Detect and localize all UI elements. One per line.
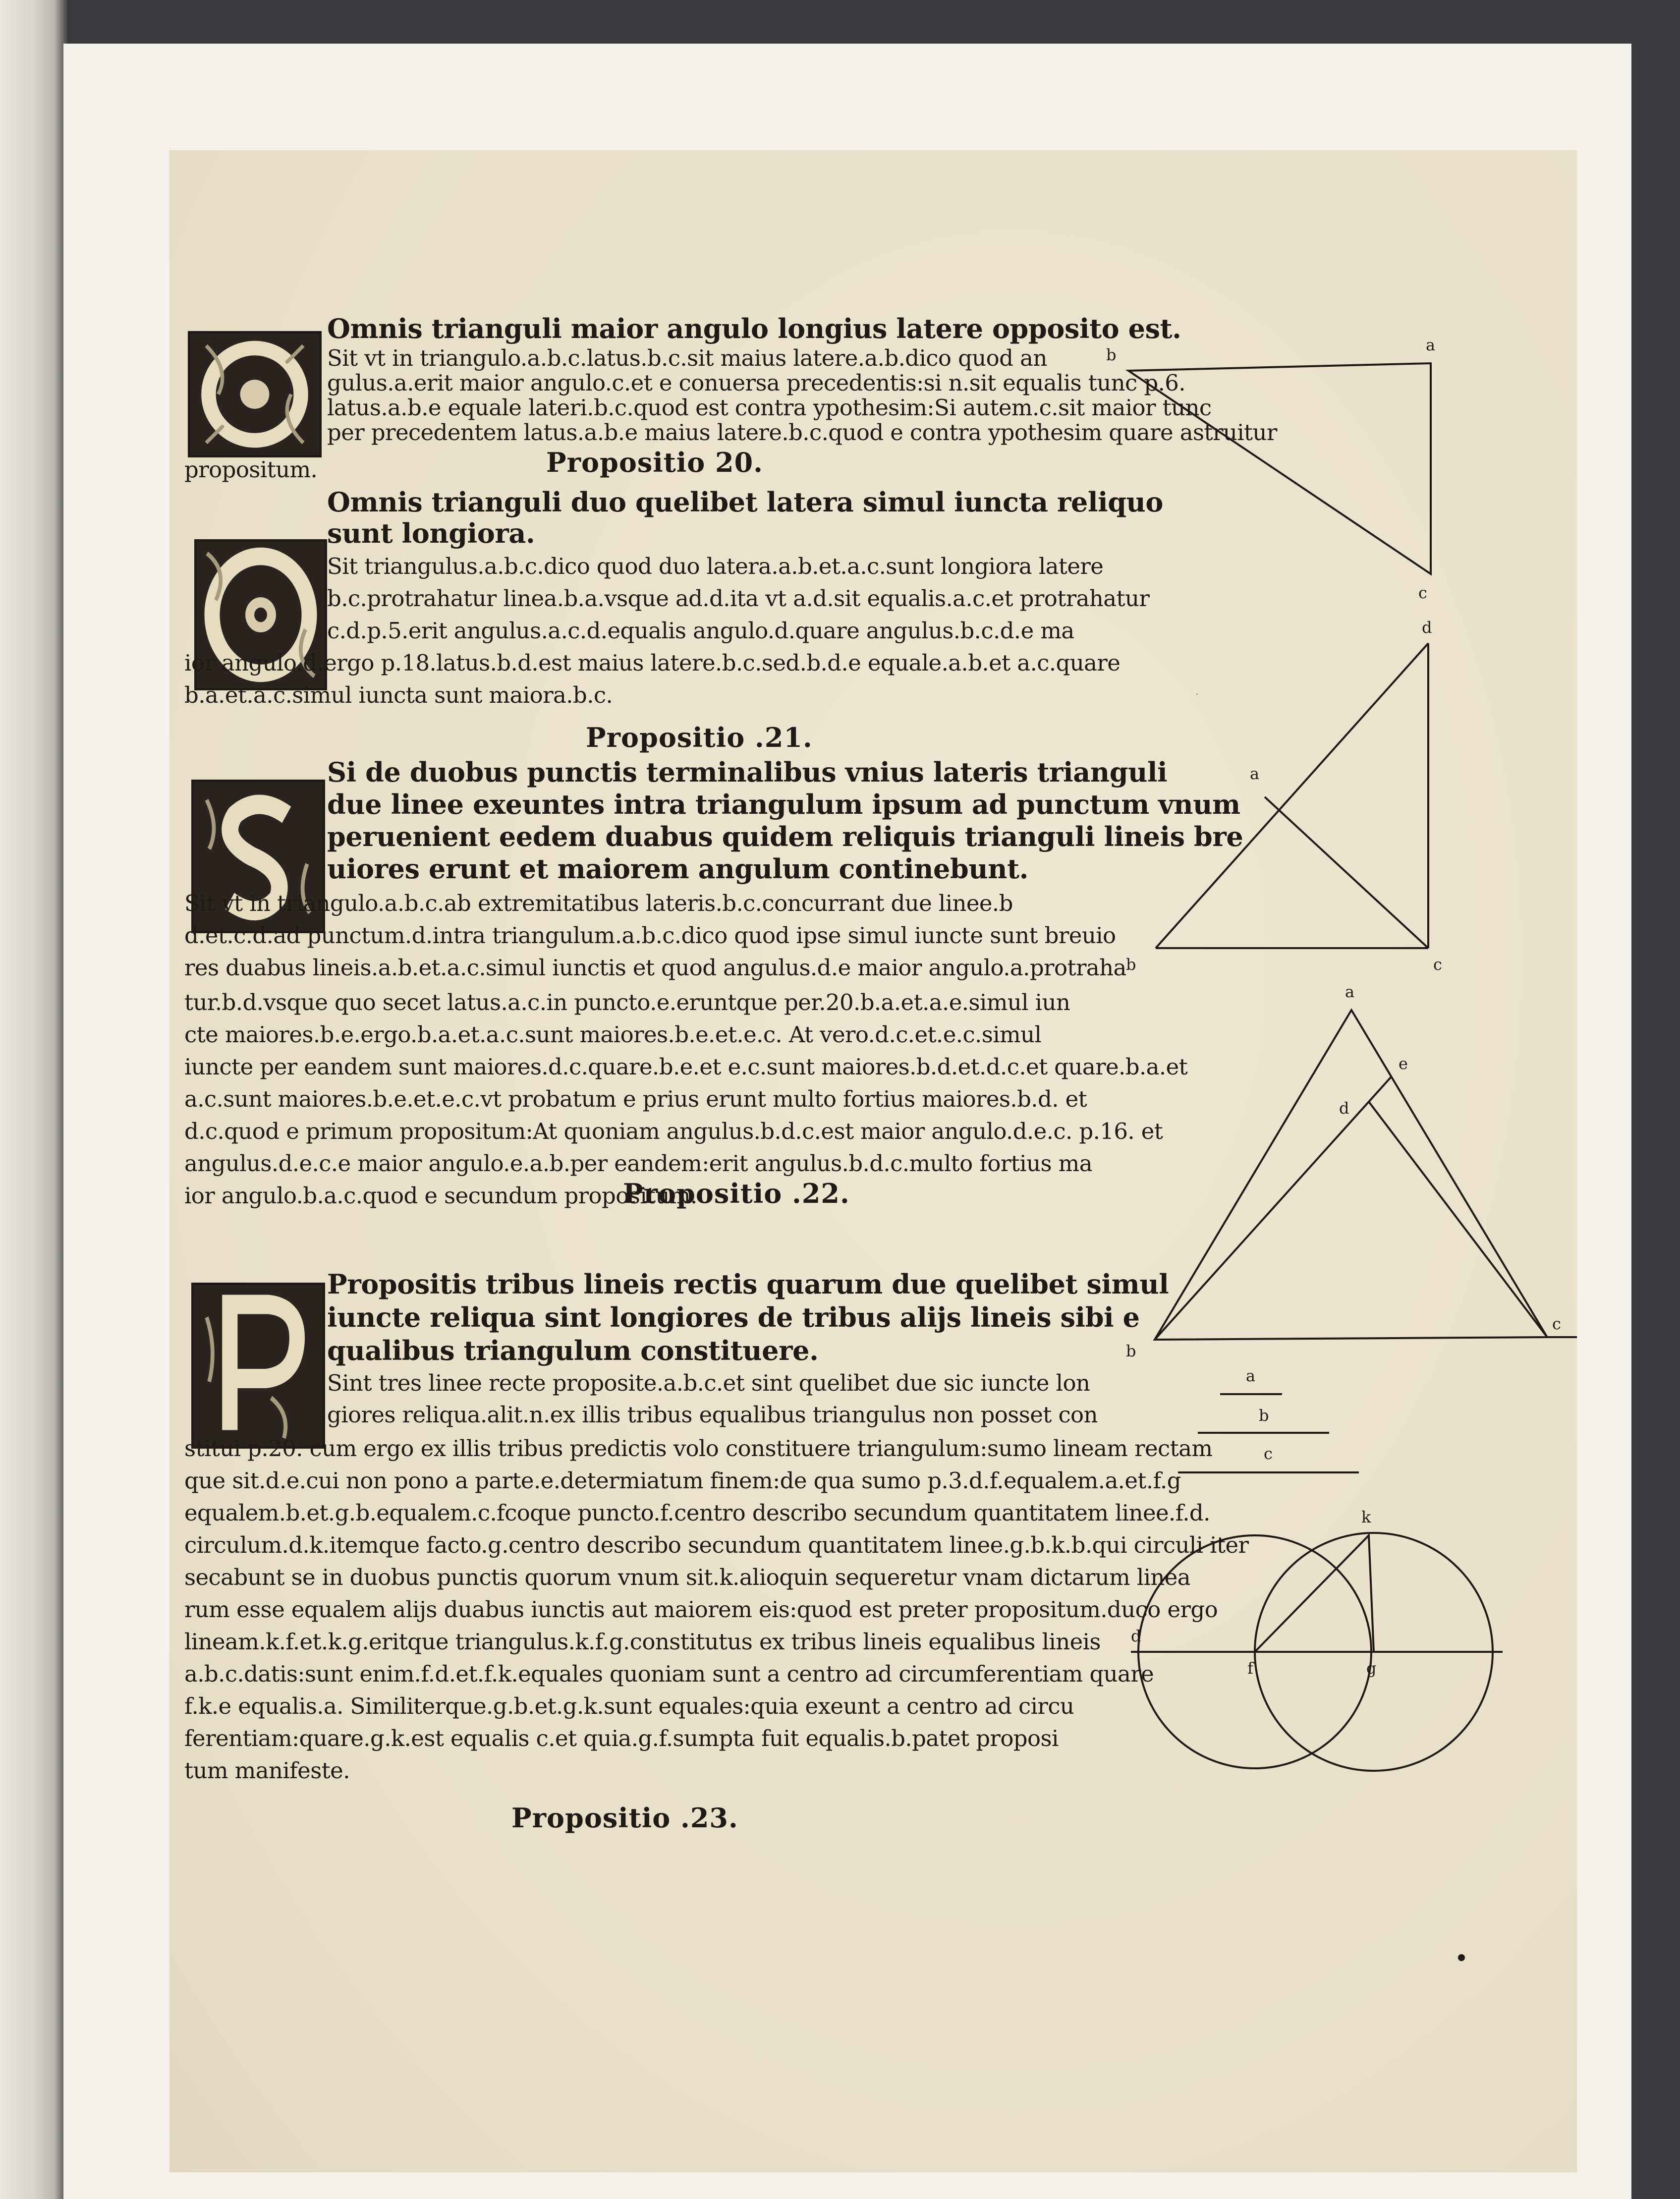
text-line: secabunt se in duobus punctis quorum vnum sit.k.alioquin sequeretur vnam dictarum linea: [184, 1564, 1191, 1590]
fig19-label-c: c: [1418, 583, 1427, 602]
text-line: Sit triangulus.a.b.c.dico quod duo latera.a.b.et.a.c.sunt longiora latere: [327, 553, 1104, 579]
mount-page: [63, 44, 1631, 2199]
proposition-heading: Propositio .22.: [623, 1178, 850, 1209]
text-line: due linee exeuntes intra triangulum ipsum ad punctum vnum: [327, 789, 1240, 820]
fig20-label-a: a: [1250, 764, 1260, 783]
text-line: Omnis trianguli maior angulo longius latere opposito est.: [327, 313, 1181, 344]
text-line: b.a.et.a.c.simul iuncta sunt maiora.b.c.: [184, 682, 613, 708]
text-line: Propositis tribus lineis rectis quarum due quelibet simul: [327, 1268, 1169, 1300]
text-line: circulum.d.k.itemque facto.g.centro describo secundum quantitatem linee.g.b.k.b.qui circuli iter: [184, 1532, 1249, 1558]
text-line: per precedentem latus.a.b.e maius latere.b.c.quod e contra ypothesim quare astruitur: [327, 419, 1277, 446]
text-line: ferentiam:quare.g.k.est equalis c.et quia.g.f.sumpta fuit equalis.b.patet proposi: [184, 1725, 1059, 1751]
text-line: angulus.d.e.c.e maior angulo.e.a.b.per eandem:erit angulus.b.d.c.multo fortius ma: [184, 1150, 1092, 1177]
text-line: d.et.c.d.ad punctum.d.intra triangulum.a.b.c.dico quod ipse simul iuncte sunt breuio: [184, 922, 1116, 949]
fig21-label-c: c: [1552, 1314, 1561, 1333]
text-line: sunt longiora.: [327, 517, 535, 549]
fig20-label-d: d: [1422, 618, 1432, 637]
fig21-label-e: e: [1399, 1054, 1408, 1073]
fig20-label-b: b: [1126, 955, 1136, 974]
fig21-label-a: a: [1345, 982, 1355, 1001]
fig21-label-d: d: [1339, 1099, 1349, 1118]
text-line: Omnis trianguli duo quelibet latera simul iuncta reliquo: [327, 486, 1164, 518]
text-line: d.c.quod e primum propositum:At quoniam angulus.b.d.c.est maior angulo.d.e.c. p.16. et: [184, 1118, 1163, 1144]
circle-label-g: g: [1366, 1659, 1377, 1678]
text-line: a.b.c.datis:sunt enim.f.d.et.f.k.equales quoniam sunt a centro ad circumferentiam quare: [184, 1661, 1154, 1687]
text-line: tum manifeste.: [184, 1757, 350, 1784]
circle-label-k: k: [1361, 1508, 1371, 1526]
line-dc-fig21: [1369, 1102, 1547, 1337]
circle-label-f: f: [1247, 1659, 1253, 1678]
text-line: Sint tres linee recte proposite.a.b.c.et sint quelibet due sic iuncte lon: [327, 1370, 1090, 1396]
proposition-heading: Propositio .23.: [511, 1802, 738, 1834]
text-line: peruenient eedem duabus quidem reliquis trianguli lineis bre: [327, 821, 1243, 852]
text-line: tur.b.d.vsque quo secet latus.a.c.in puncto.e.eruntque per.20.b.a.et.a.e.simul iun: [184, 989, 1070, 1015]
fig20-label-c: c: [1433, 955, 1442, 974]
ink-dot: [1458, 1954, 1465, 1961]
text-line: equalem.b.et.g.b.equalem.c.fcoque puncto.f.centro describo secundum quantitatem linee.f.d.: [184, 1500, 1210, 1526]
text-line: b.c.protrahatur linea.b.a.vsque ad.d.ita vt a.d.sit equalis.a.c.et protrahatur: [327, 585, 1150, 612]
line-be-fig21: [1155, 1077, 1391, 1340]
circle-label-d: d: [1131, 1627, 1141, 1645]
text-line: cte maiores.b.e.ergo.b.a.et.a.c.sunt maiores.b.e.et.e.c. At vero.d.c.et.e.c.simul: [184, 1021, 1042, 1048]
line-ac-fig20: [1265, 797, 1428, 948]
segment-label-c: c: [1264, 1444, 1273, 1463]
marginal-mark: .: [1195, 685, 1199, 698]
text-line: res duabus lineis.a.b.et.a.c.simul iunctis et quod angulus.d.e maior angulo.a.protraha: [184, 955, 1126, 981]
text-line: Sit vt in triangulo.a.b.c.latus.b.c.sit maius latere.a.b.dico quod an: [327, 345, 1047, 371]
text-line: giores reliqua.alit.n.ex illis tribus equalibus triangulus non posset con: [327, 1402, 1098, 1428]
book-spine-left: [0, 0, 69, 2199]
text-line: Sit vt in triangulo.a.b.c.ab extremitatibus lateris.b.c.concurrant due linee.b: [184, 890, 1013, 916]
segment-label-a: a: [1246, 1366, 1256, 1385]
text-line: f.k.e equalis.a. Similiterque.g.b.et.g.k.sunt equales:quia exeunt a centro ad circu: [184, 1693, 1074, 1719]
text-line: lineam.k.f.et.k.g.eritque triangulus.k.f.g.constitutus ex tribus lineis equalibus lineis: [184, 1629, 1101, 1655]
text-line: qualibus triangulum constituere.: [327, 1335, 819, 1366]
text-line: ior angulo.b.a.c.quod e secundum propositum.: [184, 1183, 697, 1209]
proposition-heading: Propositio .21.: [586, 722, 813, 753]
text-line: a.c.sunt maiores.b.e.et.e.c.vt probatum e prius erunt multo fortius maiores.b.d. et: [184, 1086, 1087, 1112]
text-line: stitui p.20. cum ergo ex illis tribus predictis volo constituere triangulum:sumo lineam rectam: [184, 1435, 1213, 1462]
text-line: propositum.: [184, 456, 318, 483]
text-line: uiores erunt et maiorem angulum continebunt.: [327, 853, 1029, 885]
segment-label-b: b: [1259, 1406, 1269, 1425]
fig21-label-b: b: [1126, 1342, 1136, 1360]
geometric-figures: [169, 150, 1577, 2172]
figures-column: [169, 150, 1577, 2172]
text-line: ior angulo.d.ergo p.18.latus.b.d.est maius latere.b.c.sed.b.d.e equale.a.b.et a.c.quare: [184, 650, 1120, 676]
text-line: rum esse equalem alijs duabus iunctis aut maiorem eis:quod est preter propositum.duco ergo: [184, 1596, 1218, 1623]
proposition-heading: Propositio 20.: [546, 447, 763, 478]
text-line: que sit.d.e.cui non pono a parte.e.determiatum finem:de qua sumo p.3.d.f.equalem.a.et.f.g: [184, 1467, 1181, 1494]
text-line: gulus.a.erit maior angulo.c.et e conuersa precedentis:si n.sit equalis tunc p.6.: [327, 370, 1186, 396]
triangle-fig19: [1128, 363, 1431, 574]
text-line: iuncte per eandem sunt maiores.d.c.quare.b.e.et e.c.sunt maiores.b.d.et.d.c.et quare.b.a.et: [184, 1054, 1188, 1080]
fig19-label-b: b: [1106, 345, 1117, 364]
text-line: latus.a.b.e equale lateri.b.c.quod est contra ypothesim:Si autem.c.sit maior tunc: [327, 395, 1212, 421]
text-line: c.d.p.5.erit angulus.a.c.d.equalis angulo.d.quare angulus.b.c.d.e ma: [327, 618, 1074, 644]
incunable-leaf: [169, 150, 1577, 2172]
text-line: iuncte reliqua sint longiores de tribus alijs lineis sibi e: [327, 1301, 1140, 1333]
triangle-fig21: [1155, 1010, 1547, 1340]
text-line: Si de duobus punctis terminalibus vnius lateris trianguli: [327, 756, 1168, 788]
fig19-label-a: a: [1426, 336, 1436, 354]
